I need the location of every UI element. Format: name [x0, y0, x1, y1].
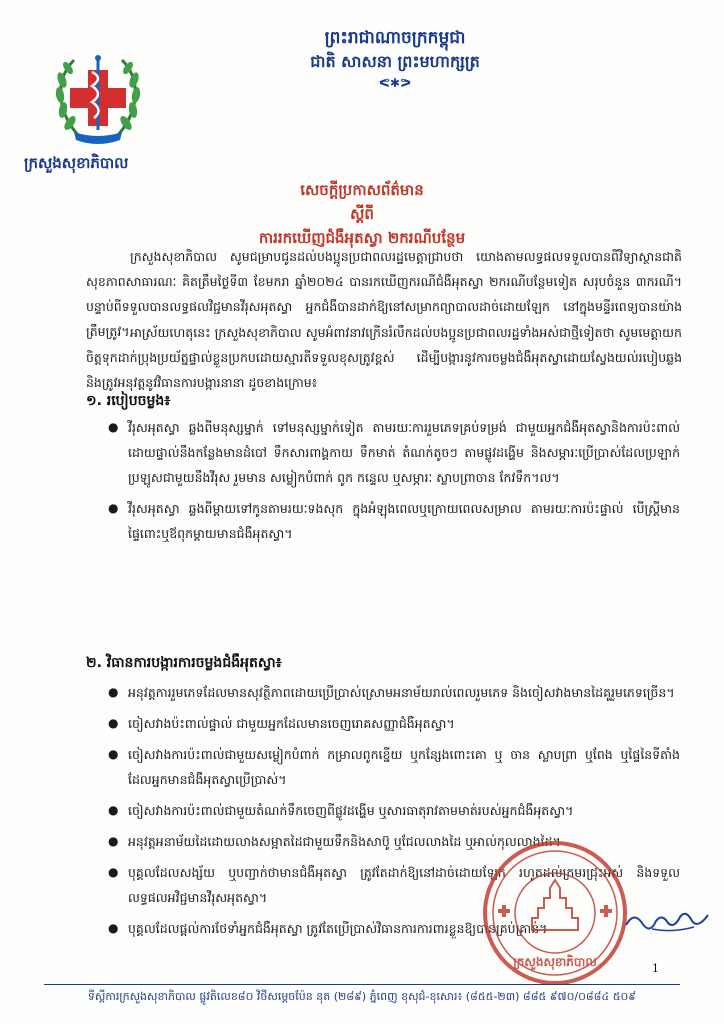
body-paragraph-2: អាស្រ័យហេតុនេះ ក្រសួងសុខាភិបាល សូមអំពាវនាវក្រើនរំលឹកដល់បងប្អូនប្រជាពលរដ្ឋទាំងអស់ជាថ្មីទៀតថា សូមមេត្តាយកចិត្តទុកដាក់ប្រុងប្រយ័ត្នផ្ទាល់ខ្លួនប្រកបដោយស្មារតីទទួលខុសត្រូវខ្ពស់ ដើម្បីបង្ការនូវការចម្លងជំងឺអុតស្វាដោយស្វែងយល់របៀបឆ្លង និងត្រូវអនុវត្តនូវវិធានការបង្ការនានា ដូចខាងក្រោម៖: [86, 325, 682, 390]
signature-icon: [622, 905, 712, 935]
section-heading-prevention: ២. វិធានការបង្ការការចម្លងជំងឺអុតស្វា៖: [86, 655, 282, 671]
section-heading-transmission: ១. របៀបចម្លង៖: [86, 393, 171, 409]
footer-address: ទីស្តីការក្រសួងសុខាភិបាល ផ្លូវតិលេខ៨០ វិថីសម្តេចប៉ែន នុត (២៨៩) ភ្នំពេញ ខុសុជ៌-ខុសោរ៖ (៨៥៥-២៣) ៨៨៥ ៩៧០/០៨៨៤ ៥០៩: [87, 990, 637, 1003]
list-item-text: បុគ្គលដែលផ្តល់ការថែទាំអ្នកជំងឺអុតស្វា ត្រូវតែប្រើប្រាស់វិធានការការពារខ្លួនឱ្យបានគ្រប់គ្រាន់។: [128, 921, 548, 936]
list-item-text: អនុវត្តការរួមភេទដែលមានសុវត្ថិភាពដោយប្រើប្រាស់ស្រោមអនាម័យរាល់ពេលរួមភេទ និងចៀសវាងមានដៃគូរួមភេទច្រើន។: [128, 685, 675, 700]
page-number: 1: [652, 962, 659, 975]
bullet-icon: ●: [108, 716, 119, 730]
kingdom-title: ព្រះរាជាណាចក្រកម្ពុជា: [324, 28, 466, 48]
list-item-text: អនុវត្តអនាម័យដៃដោយលាងសម្អាតដៃជាមួយទឹកនិងសាប៊ូ ឬជែលលាងដៃ ឬអាល់កុលលាងដៃ។: [128, 834, 561, 849]
list-item-text: ចៀសវាងការប៉ះពាល់ជាមួយសម្លៀកបំពាក់ កម្រាលពូកខ្នើយ ឬកន្សែងពោះគោ ឬ ចាន ស្លាបព្រា ឬពែង ឬផ្ទៃនៃទីតាំង ដែលអ្នកមានជំងឺអុតស្វាប្រើប្រាស់។: [128, 747, 680, 787]
list-item: [106, 711, 680, 736]
list-item-text: វីរុសអុតស្វា ឆ្លងពីមនុស្សម្នាក់ ទៅមនុស្សម្នាក់ទៀត តាមរយៈការរួមភេទគ្រប់ទម្រង់ ជាមួយអ្នកជំងឺអុតស្វានិងការប៉ះពាល់ដោយផ្ទាល់នឹងកន្លែងមានដំបៅ ទឹកសារពាង្គកាយ ទឹកមាត់ តំណក់តូចៗ តាមផ្លូវដង្ហើម និងសម្ភារៈប្រើប្រាស់ដែលប្រឡាក់ប្រឡូសជាមួយនឹងវីរុស រួមមាន សម្លៀកបំពាក់ ពូក កន្ទេល ឬសម្ភារៈ ស្លាបព្រាចាន កែវទឹក។ល។: [128, 420, 680, 485]
bullet-icon: ●: [108, 803, 119, 817]
title-line-2: ស្តីពី: [350, 205, 374, 223]
list-item-text: ចៀសវាងការប៉ះពាល់ជាមួយតំណក់ទឹកចេញពីផ្លូវដង្ហើម ឬសារធាតុរាវតាមមាត់របស់អ្នកជំងឺអុតស្វា។: [128, 803, 574, 818]
ministry-name: ក្រសួងសុខាភិបាល: [24, 154, 129, 172]
bullet-icon: ●: [108, 747, 119, 761]
ministry-emblem-icon: [48, 40, 148, 150]
ornament-divider: ᕙ✱ᕗ: [378, 76, 412, 90]
bullet-icon: ●: [108, 865, 119, 879]
bullet-icon: ●: [108, 834, 119, 848]
kingdom-header: [230, 26, 560, 92]
bullet-icon: ●: [108, 685, 119, 699]
bullet-icon: ●: [108, 501, 119, 515]
list-item: [106, 680, 680, 705]
list-item-text: បុគ្គលដែលសង្ស័យ ឬបញ្ជាក់ថាមានជំងឺអុតស្វា ត្រូវតែដាក់ឱ្យនៅដាច់ដោយឡែក រហូតដល់ក្រមរជ្រុះអស់ និងទទួលលទ្ធផលអវិជ្ជមានវីរុសអុតស្វា។: [128, 865, 680, 905]
stamp-text: ក្រសួងសុខាភិបាល: [513, 955, 597, 969]
list-item: [106, 496, 680, 546]
footer-divider: [44, 984, 680, 985]
transmission-list: [106, 415, 680, 552]
bullet-icon: ●: [108, 420, 119, 434]
national-motto: ជាតិ សាសនា ព្រះមហាក្សត្រ: [310, 52, 480, 71]
body-paragraph-1: ក្រសួងសុខាភិបាល សូមជម្រាបជូនដល់បងប្អូនប្រជាពលរដ្ឋមេត្តាជ្រាបថា យោងតាមលទ្ធផលទទួលបានពីវិទ្យាស្ថានជាតិសុខភាពសាធារណៈ គិតត្រឹមថ្ងៃទី៣ ខែមករា ឆ្នាំ២០២៤ បានរកឃើញករណីជំងឺអុតស្វា ២ករណីបន្ថែមទៀត សរុបចំនួន ៣ករណី។ បន្ទាប់ពីទទួលបានលទ្ធផលវិជ្ជមានវីរុសអុតស្វា អ្នកជំងឺបានដាក់ឱ្យនៅសម្រាកព្យាបាលដាច់ដោយឡែក នៅក្នុងមន្ទីរពេទ្យបានយ៉ាងត្រឹមត្រូវ។: [86, 249, 682, 339]
list-item-text: ចៀសវាងប៉ះពាល់ផ្ទាល់ ជាមួយអ្នកដែលមានចេញរោគសញ្ញាជំងឺអុតស្វា។: [128, 716, 455, 731]
list-item-text: វីរុសអុតស្វា ឆ្លងពីម្តាយទៅកូនតាមរយៈទងសុក ក្នុងអំឡុងពេលឬក្រោយពេលសម្រាល តាមរយៈការប៉ះផ្ទាល់ បើស្ត្រីមានផ្ទៃពោះឬឪពុកម្តាយមានជំងឺអុតស្វា។: [128, 501, 680, 541]
list-item: [106, 798, 680, 823]
bullet-icon: ●: [108, 921, 119, 935]
list-item: [106, 742, 680, 792]
official-stamp-icon: [480, 838, 630, 988]
announcement-title: [120, 178, 604, 250]
list-item: [106, 415, 680, 490]
title-line-1: សេចក្តីប្រកាសព័ត៌មាន: [300, 181, 424, 199]
title-line-3: ការរកឃើញជំងឺអុតស្វា ២ករណីបន្ថែម: [258, 229, 466, 247]
